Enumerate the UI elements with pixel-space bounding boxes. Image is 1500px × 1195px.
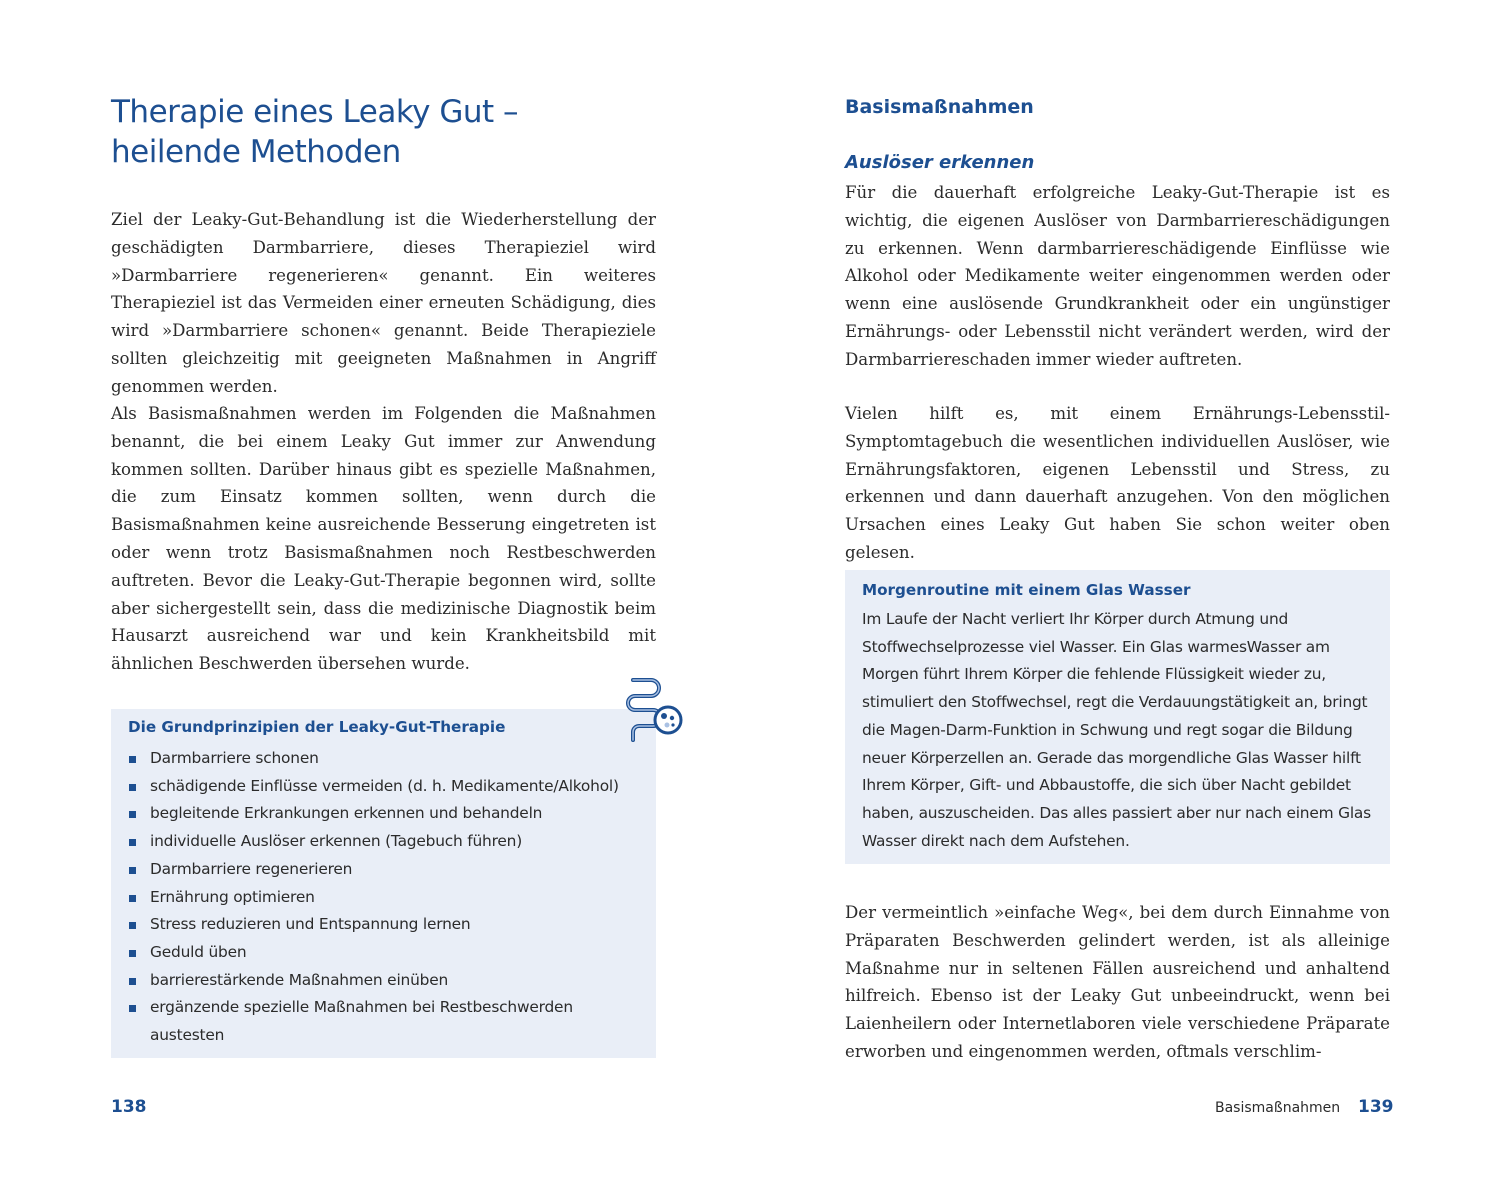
chapter-title — [111, 92, 671, 172]
bullet-icon — [129, 784, 136, 791]
bullet-icon — [129, 978, 136, 985]
principles-box-title: Die Grundprinzipien der Leaky-Gut-Therapie — [128, 718, 506, 736]
left-paragraph-2: Als Basismaßnahmen werden im Folgenden die Maßnahmen benannt, die bei einem Leaky Gut immer zur Anwendung kommen sollten. Darüber hinaus gibt es spezielle Maßnahmen, die zum Einsatz kommen sollten, wenn durch die Basismaßnahmen keine ausreichende Besserung eingetreten ist oder wenn trotz Basismaßnahmen noch Restbeschwerden auftreten. Bevor die Leaky-Gut-Therapie begonnen wird, sollte aber sichergestellt sein, dass die medizinische Diagnostik beim Hausarzt ausreichend war und kein Krankheitsbild mit ähnlichen Beschwerden übersehen wurde. — [111, 404, 656, 674]
right-paragraph-3: Der vermeintlich »einfache Weg«, bei dem durch Einnahme von Präparaten Beschwerden gelindert werden, ist als alleinige Maßnahme nur in seltenen Fällen ausreichend und anhaltend hilfreich. Ebenso ist der Leaky Gut unbeeindruckt, wenn bei Laienheilern oder Internetlaboren viele verschiedene Präparate erworben und eingenommen werden, oftmals verschlim- — [845, 903, 1390, 1061]
gut-intestine-icon — [623, 676, 685, 742]
bullet-icon — [129, 1005, 136, 1012]
list-item-text: barrierestärkende Maßnahmen einüben — [150, 970, 449, 989]
bullet-icon — [129, 839, 136, 846]
bullet-icon — [129, 756, 136, 763]
morning-routine-box — [845, 570, 1390, 864]
bullet-icon — [129, 895, 136, 902]
list-item-text: Darmbarriere schonen — [150, 749, 319, 767]
list-item-text: Stress reduzieren und Entspannung lernen — [150, 915, 471, 934]
list-item — [128, 800, 648, 828]
chapter-title-line-2: heilende Methoden — [111, 134, 401, 170]
list-item-text: Darmbarriere regenerieren — [150, 859, 353, 878]
bullet-icon — [129, 867, 136, 874]
list-item — [128, 967, 648, 995]
list-item — [128, 828, 648, 856]
list-item — [128, 994, 648, 1049]
list-item — [128, 884, 648, 912]
bullet-icon — [129, 950, 136, 957]
list-item-text: individuelle Auslöser erkennen (Tagebuch führen) — [150, 832, 523, 851]
section-heading: Basismaßnahmen — [845, 96, 1034, 118]
list-item — [128, 773, 648, 801]
sub-heading: Auslöser erkennen — [845, 152, 1035, 173]
list-item — [128, 939, 648, 967]
list-item-text: Ernährung optimieren — [150, 887, 315, 906]
chapter-title-line-1: Therapie eines Leaky Gut – — [111, 94, 519, 130]
list-item — [128, 911, 648, 939]
page-number: 139 — [1358, 1097, 1394, 1117]
list-item-text: schädigende Einflüsse vermeiden (d. h. Medikamente/Alkohol) — [150, 776, 619, 795]
page-number: 138 — [111, 1097, 147, 1117]
running-header: Basismaßnahmen — [1215, 1100, 1341, 1116]
left-paragraph-1: Ziel der Leaky-Gut-Behandlung ist die Wiederherstellung der geschädigten Darmbarriere, dieses Therapieziel wird »Darmbarriere regenerieren« genannt. Ein weiteres Therapieziel ist das Vermeiden einer erneuten Schädigung, dies wird »Darmbarriere schonen« genannt. Beide Therapieziele sollten gleichzeitig mit geeigneten Maßnahmen in Angriff genommen werden. — [111, 210, 656, 396]
right-paragraph-1: Für die dauerhaft erfolgreiche Leaky-Gut-Therapie ist es wichtig, die eigenen Auslöser von Darmbarriereschädigungen zu erkennen. Wenn darmbarriereschädigende Einflüsse wie Alkohol oder Medikamente weiter eingenommen werden oder wenn eine auslösende Grundkrankheit oder ein ungünstiger Ernährungs- oder Lebensstil nicht verändert werden, wird der Darmbarriereschaden immer wieder auftreten. — [845, 183, 1390, 369]
list-item-text: ergänzende spezielle Maßnahmen bei Restbeschwerden austesten — [150, 998, 573, 1045]
list-item-text: begleitende Erkrankungen erkennen und behandeln — [150, 804, 543, 823]
right-page — [750, 0, 1500, 1195]
bullet-icon — [129, 922, 136, 929]
morning-routine-box-text: Im Laufe der Nacht verliert Ihr Körper durch Atmung und Stoffwechselprozesse viel Wasser. Ein Glas warmesWasser am Morgen führt Ihrem Körper die fehlende Flüssigkeit wieder zu, stimuliert den Stoffwechsel, regt die Verdauungstätigkeit an, bringt die Magen-Darm-Funktion in Schwung und regt sogar die Bildung neuer Körperzellen an. Gerade das morgendliche Glas Wasser hilft Ihrem Körper, Gift- und Abbaustoffe, die sich über Nacht gebildet haben, auszuscheiden. Das alles passiert aber nur nach einem Glas Wasser direkt nach dem Aufstehen. — [862, 610, 1371, 850]
list-item — [128, 745, 648, 773]
morning-routine-box-title: Morgenroutine mit einem Glas Wasser — [862, 581, 1191, 599]
bullet-icon — [129, 811, 136, 818]
list-item — [128, 856, 648, 884]
principles-box — [111, 709, 656, 1058]
principles-list — [128, 745, 648, 1050]
right-paragraph-2: Vielen hilft es, mit einem Ernährungs-Lebensstil-Symptomtagebuch die wesentlichen individuellen Auslöser, wie Ernährungsfaktoren, eigenen Lebensstil und Stress, zu erkennen und dann dauerhaft anzugehen. Von den möglichen Ursachen eines Leaky Gut haben Sie schon weiter oben gelesen. — [845, 404, 1390, 562]
list-item-text: Geduld üben — [150, 942, 247, 961]
